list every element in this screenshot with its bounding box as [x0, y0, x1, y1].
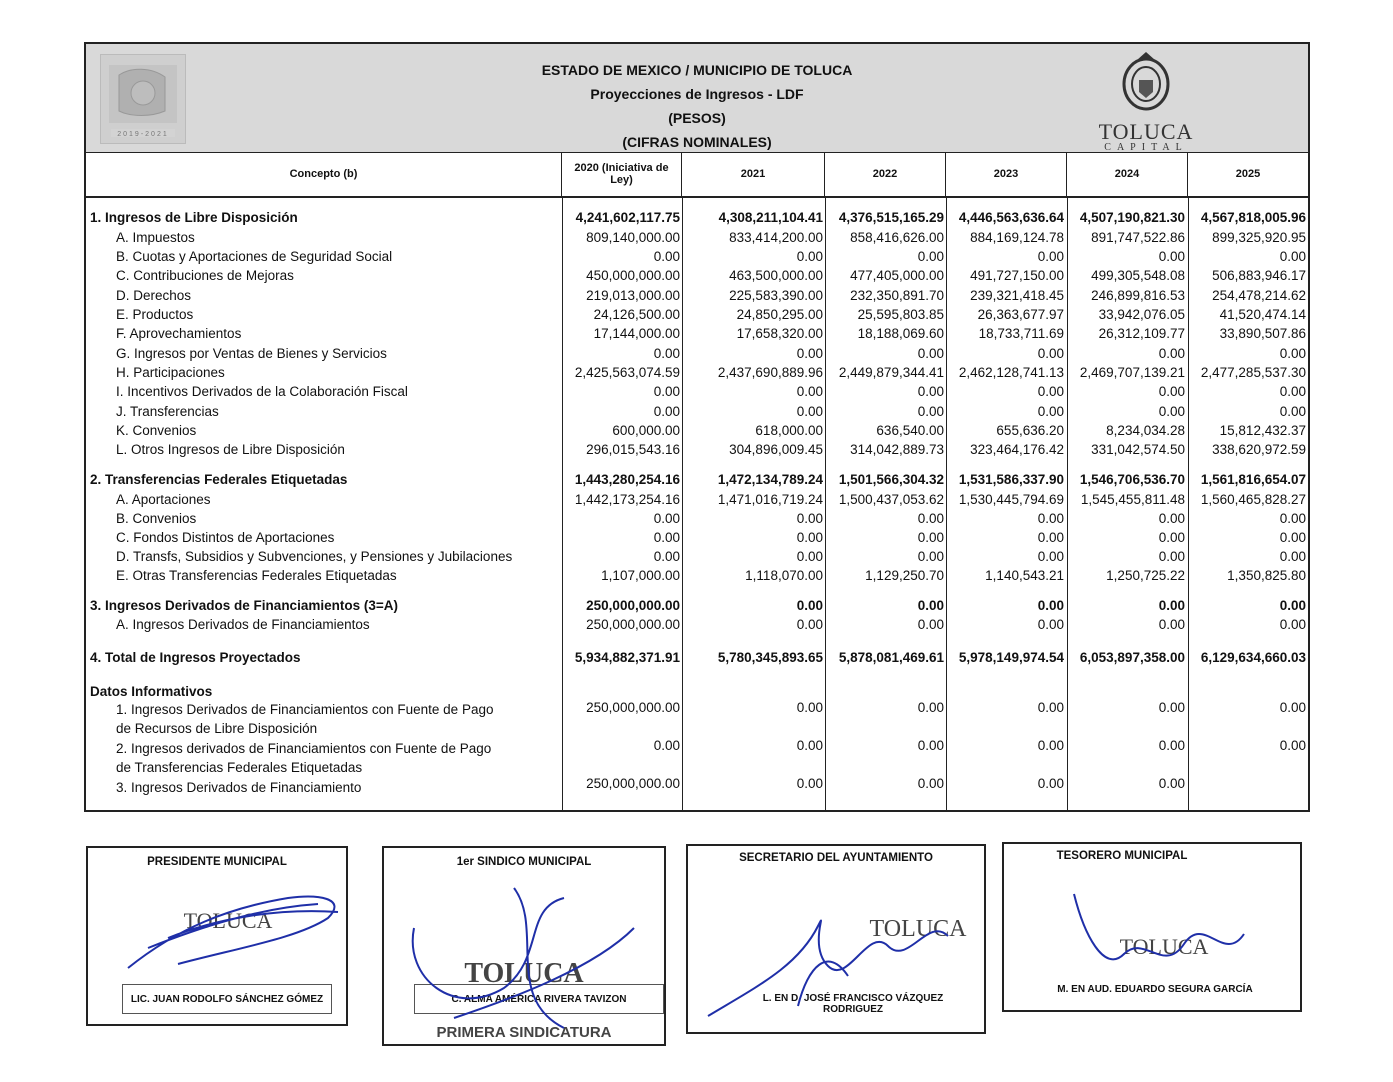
row-value: 0.00 — [1037, 404, 1064, 419]
row-value: 0.00 — [917, 549, 944, 564]
toluca-stamp-icon: TOLUCA — [1119, 934, 1209, 959]
row-value: 1,472,134,789.24 — [717, 472, 823, 487]
toluca-crest-icon — [1115, 50, 1177, 114]
signature-box-tesorero — [1002, 842, 1302, 1012]
sindicatura-stamp: PRIMERA SINDICATURA — [436, 1024, 612, 1041]
signature-box-sindico — [382, 846, 666, 1046]
row-value: 232,350,891.70 — [850, 288, 944, 303]
row-value: 0.00 — [1279, 384, 1306, 399]
signature-name: LIC. JUAN RODOLFO SÁNCHEZ GÓMEZ — [122, 984, 332, 1014]
row-value: 219,013,000.00 — [586, 288, 680, 303]
row-value: 0.00 — [1037, 384, 1064, 399]
row-label: I. Incentivos Derivados de la Colaboración Fiscal — [116, 384, 408, 399]
row-value: 1,501,566,304.32 — [838, 472, 944, 487]
toluca-stamp-icon: TOLUCA — [183, 908, 273, 933]
row-value: 0.00 — [1279, 404, 1306, 419]
row-value: 0.00 — [1037, 549, 1064, 564]
signature-name: L. EN D. JOSÉ FRANCISCO VÁZQUEZ — [762, 993, 944, 1004]
row-label: K. Convenios — [116, 423, 197, 438]
row-value: 24,126,500.00 — [593, 307, 680, 322]
row-value: 0.00 — [653, 384, 680, 399]
row-value: 254,478,214.62 — [1212, 288, 1306, 303]
table-row — [86, 230, 1308, 249]
table-row — [86, 404, 1308, 423]
column-header-2023: 2023 — [946, 152, 1067, 198]
signature-title: SECRETARIO DEL AYUNTAMIENTO — [739, 852, 933, 864]
row-value: 0.00 — [917, 249, 944, 264]
row-label: D. Transfs, Subsidios y Subvenciones, y Pensiones y Jubilaciones — [116, 549, 513, 564]
row-value: 0.00 — [1158, 404, 1185, 419]
row-value: 0.00 — [796, 549, 823, 564]
row-value: 225,583,390.00 — [729, 288, 823, 303]
row-value: 0.00 — [1158, 598, 1185, 613]
row-value: 0.00 — [653, 404, 680, 419]
row-value: 0.00 — [796, 346, 823, 361]
informativo-value: 0.00 — [1158, 700, 1185, 715]
row-value: 491,727,150.00 — [970, 268, 1064, 283]
row-value: 33,890,507.86 — [1219, 326, 1306, 341]
row-value: 1,129,250.70 — [865, 568, 944, 583]
informativo-value: 0.00 — [917, 776, 944, 791]
row-value: 899,325,920.95 — [1212, 230, 1306, 245]
row-value: 1,561,816,654.07 — [1200, 472, 1306, 487]
row-value: 463,500,000.00 — [729, 268, 823, 283]
row-value: 0.00 — [1279, 598, 1306, 613]
informativos-title: Datos Informativos — [90, 684, 213, 699]
row-value: 4,308,211,104.41 — [718, 210, 823, 225]
row-value: 25,595,803.85 — [857, 307, 944, 322]
informativo-label-line2: de Transferencias Federales Etiquetadas — [116, 760, 363, 775]
row-value: 0.00 — [653, 530, 680, 545]
informativo-value: 0.00 — [1037, 700, 1064, 715]
row-value: 2,425,563,074.59 — [574, 365, 680, 380]
informativo-value: 0.00 — [1158, 738, 1185, 753]
row-value: 1,140,543.21 — [985, 568, 1064, 583]
row-value: 0.00 — [1037, 530, 1064, 545]
row-value: 0.00 — [1158, 384, 1185, 399]
informativo-value: 0.00 — [1158, 776, 1185, 791]
row-value: 0.00 — [917, 598, 944, 613]
informativo-value: 0.00 — [796, 776, 823, 791]
row-value: 0.00 — [653, 511, 680, 526]
row-value: 618,000.00 — [755, 423, 823, 438]
row-value: 304,896,009.45 — [729, 442, 823, 457]
toluca-stamp-icon: TOLUCA — [464, 958, 584, 989]
row-value: 250,000,000.00 — [586, 617, 680, 632]
row-value: 0.00 — [1037, 249, 1064, 264]
row-value: 6,053,897,358.00 — [1079, 650, 1185, 665]
informativo-value: 250,000,000.00 — [586, 700, 680, 715]
signature-name: M. EN AUD. EDUARDO SEGURA GARCÍA — [1057, 983, 1253, 995]
row-value: 1,250,725.22 — [1106, 568, 1185, 583]
row-value: 26,363,677.97 — [977, 307, 1064, 322]
table-row — [86, 326, 1308, 345]
row-label: L. Otros Ingresos de Libre Disposición — [116, 442, 345, 457]
row-label: E. Otras Transferencias Federales Etiquetadas — [116, 568, 397, 583]
row-value: 0.00 — [1158, 530, 1185, 545]
header-title-2: Proyecciones de Ingresos - LDF — [590, 86, 804, 102]
row-value: 506,883,946.17 — [1212, 268, 1306, 283]
row-value: 2,477,285,537.30 — [1200, 365, 1306, 380]
column-header-2021: 2021 — [682, 152, 825, 198]
informativo-value: 0.00 — [796, 738, 823, 753]
informativo-values — [86, 776, 1308, 795]
table-row — [86, 268, 1308, 287]
row-value: 1,545,455,811.48 — [1080, 492, 1185, 507]
row-label: C. Fondos Distintos de Aportaciones — [116, 530, 335, 545]
row-value: 1,531,586,337.90 — [958, 472, 1064, 487]
signature-title: PRESIDENTE MUNICIPAL — [147, 856, 287, 868]
row-value: 1,443,280,254.16 — [574, 472, 680, 487]
row-value: 0.00 — [917, 404, 944, 419]
row-value: 0.00 — [796, 617, 823, 632]
row-value: 5,878,081,469.61 — [838, 650, 944, 665]
row-value: 0.00 — [917, 346, 944, 361]
row-value: 499,305,548.08 — [1091, 268, 1185, 283]
column-header-concept: Concepto (b) — [86, 152, 562, 198]
row-label: C. Contribuciones de Mejoras — [116, 268, 294, 283]
table-row — [86, 210, 1308, 229]
table-row — [86, 365, 1308, 384]
signature-box-presidente — [86, 846, 348, 1026]
row-value: 833,414,200.00 — [729, 230, 823, 245]
table-row — [86, 511, 1308, 530]
row-label: D. Derechos — [116, 288, 192, 303]
row-value: 636,540.00 — [876, 423, 944, 438]
row-value: 15,812,432.37 — [1219, 423, 1306, 438]
row-value: 0.00 — [796, 530, 823, 545]
row-value: 0.00 — [917, 384, 944, 399]
signature-box-secretario — [686, 844, 986, 1034]
informativo-value: 0.00 — [917, 700, 944, 715]
row-value: 450,000,000.00 — [586, 268, 680, 283]
row-value: 338,620,972.59 — [1212, 442, 1306, 457]
row-value: 809,140,000.00 — [586, 230, 680, 245]
row-value: 41,520,474.14 — [1219, 307, 1306, 322]
row-value: 331,042,574.50 — [1091, 442, 1185, 457]
row-value: 0.00 — [917, 511, 944, 526]
row-label: 3. Ingresos Derivados de Financiamientos (3=A) — [90, 598, 398, 613]
row-value: 891,747,522.86 — [1091, 230, 1185, 245]
table-row — [86, 530, 1308, 549]
row-value: 858,416,626.00 — [850, 230, 944, 245]
informativo-label-line2: de Recursos de Libre Disposición — [116, 721, 318, 736]
informativo-value: 0.00 — [796, 700, 823, 715]
table-row — [86, 423, 1308, 442]
row-value: 1,560,465,828.27 — [1200, 492, 1306, 507]
row-label: 4. Total de Ingresos Proyectados — [90, 650, 301, 665]
row-value: 600,000.00 — [612, 423, 680, 438]
table-row — [86, 442, 1308, 461]
row-value: 0.00 — [1158, 346, 1185, 361]
row-value: 0.00 — [1158, 617, 1185, 632]
row-label: J. Transferencias — [116, 404, 219, 419]
signature-name-line2: RODRIGUEZ — [823, 1004, 883, 1015]
column-header-2024: 2024 — [1067, 152, 1188, 198]
row-label: F. Aprovechamientos — [116, 326, 242, 341]
row-value: 1,500,437,053.62 — [838, 492, 944, 507]
row-value: 0.00 — [917, 530, 944, 545]
row-value: 1,546,706,536.70 — [1079, 472, 1185, 487]
row-value: 0.00 — [917, 617, 944, 632]
toluca-stamp-icon: TOLUCA — [869, 916, 967, 942]
signature-title: TESORERO MUNICIPAL — [1056, 850, 1188, 862]
signature-name: C. ALMA AMÉRICA RIVERA TAVIZON — [414, 984, 664, 1014]
row-value: 0.00 — [1037, 511, 1064, 526]
row-value: 5,934,882,371.91 — [574, 650, 680, 665]
row-value: 24,850,295.00 — [736, 307, 823, 322]
row-value: 1,118,070.00 — [745, 568, 823, 583]
row-value: 0.00 — [653, 549, 680, 564]
row-value: 323,464,176.42 — [970, 442, 1064, 457]
row-label: B. Convenios — [116, 511, 197, 526]
row-value: 0.00 — [796, 598, 823, 613]
row-value: 4,567,818,005.96 — [1200, 210, 1306, 225]
handwritten-signature-icon — [118, 868, 358, 978]
row-value: 0.00 — [1037, 346, 1064, 361]
table-row — [86, 617, 1308, 636]
column-header-2025: 2025 — [1188, 152, 1308, 198]
informativo-value: 0.00 — [1279, 700, 1306, 715]
row-value: 4,241,602,117.75 — [575, 210, 680, 225]
informativo-values — [86, 738, 1308, 757]
row-value: 0.00 — [1158, 511, 1185, 526]
row-value: 0.00 — [1158, 249, 1185, 264]
row-value: 18,733,711.69 — [978, 326, 1064, 341]
row-value: 250,000,000.00 — [586, 598, 680, 613]
column-header-2022: 2022 — [825, 152, 946, 198]
row-value: 1,530,445,794.69 — [958, 492, 1064, 507]
table-row — [86, 288, 1308, 307]
row-label: E. Productos — [116, 307, 194, 322]
handwritten-signature-icon — [698, 886, 978, 1026]
row-label: B. Cuotas y Aportaciones de Seguridad Social — [116, 249, 393, 264]
seal-year: 2019-2021 — [117, 131, 169, 138]
row-value: 0.00 — [653, 346, 680, 361]
row-value: 239,321,418.45 — [970, 288, 1064, 303]
row-value: 17,658,320.00 — [736, 326, 823, 341]
informativo-value: 0.00 — [1037, 776, 1064, 791]
informativo-values — [86, 700, 1308, 719]
row-label: G. Ingresos por Ventas de Bienes y Servicios — [116, 346, 387, 361]
row-value: 5,978,149,974.54 — [958, 650, 1064, 665]
row-value: 0.00 — [1279, 346, 1306, 361]
row-value: 0.00 — [796, 384, 823, 399]
table-row — [86, 384, 1308, 403]
row-value: 0.00 — [1279, 511, 1306, 526]
row-value: 246,899,816.53 — [1091, 288, 1185, 303]
row-value: 26,312,109.77 — [1098, 326, 1185, 341]
row-value: 884,169,124.78 — [970, 230, 1064, 245]
row-value: 477,405,000.00 — [850, 268, 944, 283]
informativo-value: 0.00 — [1037, 738, 1064, 753]
row-value: 0.00 — [1279, 249, 1306, 264]
row-value: 5,780,345,893.65 — [717, 650, 823, 665]
informativo-label: 2. Ingresos derivados de Financiamientos con Fuente de Pago — [116, 741, 492, 756]
row-value: 0.00 — [1037, 598, 1064, 613]
row-value: 0.00 — [1037, 617, 1064, 632]
header-title-1: ESTADO DE MEXICO / MUNICIPIO DE TOLUCA — [541, 62, 853, 78]
row-value: 1,471,016,719.24 — [717, 492, 823, 507]
informativo-value: 0.00 — [653, 738, 680, 753]
informativo-value: 250,000,000.00 — [586, 776, 680, 791]
table-row — [86, 650, 1308, 669]
row-value: 0.00 — [1158, 549, 1185, 564]
row-label: A. Aportaciones — [116, 492, 211, 507]
row-label: H. Participaciones — [116, 365, 225, 380]
row-label: A. Impuestos — [116, 230, 195, 245]
row-value: 296,015,543.16 — [586, 442, 680, 457]
row-value: 2,462,128,741.13 — [958, 365, 1064, 380]
table-row — [86, 492, 1308, 511]
row-value: 2,437,690,889.96 — [717, 365, 823, 380]
table-row — [86, 307, 1308, 326]
table-row — [86, 549, 1308, 568]
logo-sub: CAPITAL — [1104, 142, 1188, 153]
row-value: 0.00 — [796, 404, 823, 419]
row-value: 2,469,707,139.21 — [1079, 365, 1185, 380]
row-value: 6,129,634,660.03 — [1200, 650, 1306, 665]
document-header — [86, 44, 1308, 153]
toluca-logo — [1086, 50, 1206, 153]
row-value: 655,636.20 — [996, 423, 1064, 438]
informativo-value: 0.00 — [1279, 738, 1306, 753]
handwritten-signature-icon — [1064, 874, 1264, 984]
row-label: 2. Transferencias Federales Etiquetadas — [90, 472, 348, 487]
row-value: 2,449,879,344.41 — [838, 365, 944, 380]
table-row — [86, 472, 1308, 491]
row-value: 8,234,034.28 — [1106, 423, 1185, 438]
signature-title: 1er SINDICO MUNICIPAL — [456, 856, 592, 868]
row-value: 1,442,173,254.16 — [574, 492, 680, 507]
row-value: 4,376,515,165.29 — [838, 210, 944, 225]
row-value: 18,188,069.60 — [857, 326, 944, 341]
row-value: 0.00 — [1279, 549, 1306, 564]
informativo-label: 3. Ingresos Derivados de Financiamiento — [116, 780, 362, 795]
table-row — [86, 598, 1308, 617]
row-value: 4,446,563,636.64 — [958, 210, 1064, 225]
informativo-label: 1. Ingresos Derivados de Financiamientos con Fuente de Pago — [116, 702, 494, 717]
row-value: 0.00 — [796, 511, 823, 526]
table-row — [86, 346, 1308, 365]
row-value: 4,507,190,821.30 — [1079, 210, 1185, 225]
row-value: 1,107,000.00 — [601, 568, 680, 583]
header-title-4: (CIFRAS NOMINALES) — [622, 134, 772, 150]
row-value: 17,144,000.00 — [593, 326, 680, 341]
row-label: A. Ingresos Derivados de Financiamientos — [116, 617, 370, 632]
handwritten-signature-icon — [394, 868, 654, 1038]
row-value: 0.00 — [1279, 617, 1306, 632]
row-value: 0.00 — [796, 249, 823, 264]
projections-document — [84, 42, 1310, 812]
header-title-3: (PESOS) — [668, 110, 726, 126]
column-header-2020: 2020 (Iniciativa de Ley) — [562, 152, 682, 198]
informativo-value: 0.00 — [917, 738, 944, 753]
row-value: 314,042,889.73 — [850, 442, 944, 457]
row-value: 0.00 — [653, 249, 680, 264]
table-row — [86, 249, 1308, 268]
table-row — [86, 568, 1308, 587]
row-value: 33,942,076.05 — [1098, 307, 1185, 322]
logo-word: TOLUCA — [1098, 119, 1194, 144]
row-label: 1. Ingresos de Libre Disposición — [90, 210, 298, 225]
row-value: 0.00 — [1279, 530, 1306, 545]
row-value: 1,350,825.80 — [1227, 568, 1306, 583]
